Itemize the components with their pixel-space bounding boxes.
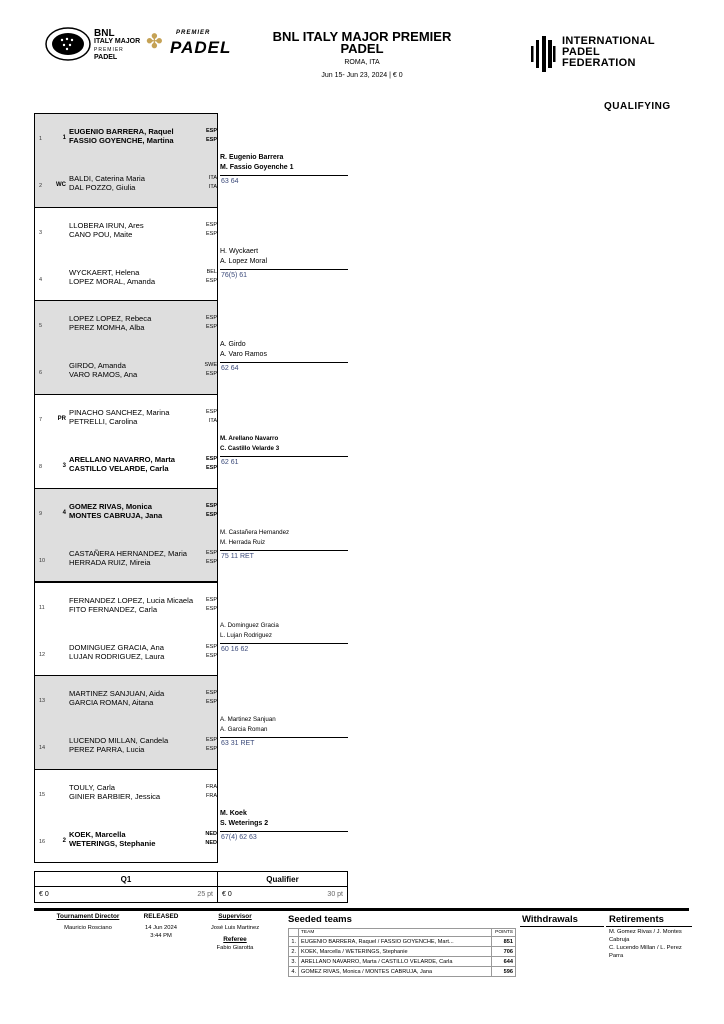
player-nationality: BEL [206,268,217,275]
seed-value: WC [56,182,66,188]
event-header [262,31,462,79]
winner-player: A. Varo Ramos [220,351,267,359]
draw-entry [35,219,219,249]
match-winner [220,621,348,644]
draw-position: 10 [39,557,46,564]
draw-position: 15 [39,791,46,798]
winner-player: A. Garcia Roman [220,726,268,734]
player-nationality: ESP [205,699,217,706]
draw-position: 4 [39,276,43,283]
round-points: 30 pt [327,891,343,898]
seed-value: PR [57,416,66,423]
released-info: RELEASED 14 Jun 2024 3:44 PM [143,913,179,939]
star-icon: ✤ [146,31,163,53]
player-nationality: ESP [205,502,217,509]
retirements-divider [606,926,692,927]
player-name: ARELLANO NAVARRO, Marta [69,455,176,465]
player-nationality: ESP [205,371,217,378]
player-nationality: FRA [206,792,217,799]
seed-value: 2 [62,837,66,844]
seeded-team-name: KOEK, Marcella / WETERINGS, Stephanie [299,947,492,957]
player-name: TOULY, Carla [69,782,116,792]
match-block [34,394,218,489]
draw-entry [35,406,219,436]
supervisor-info: Supervisor José Luis Martinez Referee Fabio Giarotta [210,913,260,951]
match-winner [220,528,348,551]
seeded-teams-title: Seeded teams [288,914,352,925]
draw-position: 14 [39,745,46,752]
retirements-title: Retirements [609,914,664,925]
match-winner [220,247,348,270]
match-block [34,113,218,208]
player-name: FERNANDEZ LOPEZ, Lucia Micaela [69,595,194,605]
retirement-item: M. Gomez Rivas / J. Montes Cabruja [609,929,682,943]
player-name: GIRDO, Amanda [69,361,126,371]
match-winner [220,715,348,738]
draw-type-label: QUALIFYING [604,101,671,112]
draw-entry [35,547,219,577]
winner-player: A. Dominguez Gracia [220,622,279,630]
player-nationality: ESP [205,465,217,472]
draw-position: 13 [39,698,46,705]
match-block [34,488,218,583]
player-name: LLOBERA IRUN, Ares [69,220,144,230]
match-winner [220,340,348,363]
bnl-logo [44,26,92,62]
draw-entry [35,359,219,389]
seeded-team-points: 851 [492,937,516,947]
player-nationality: ESP [205,605,217,612]
player-name: PINACHO SANCHEZ, Marina [69,408,170,418]
match-block [34,300,218,395]
player-nationality: ESP [205,652,217,659]
withdrawals-title: Withdrawals [522,914,578,925]
footer-divider [34,908,689,911]
draw-entry [35,266,219,296]
match-block [34,207,218,302]
player-name: PEREZ PARRA, Lucia [69,745,145,755]
winner-player: M. Herrada Ruiz [220,538,266,546]
match-winner [220,809,348,832]
player-nationality: SWE [204,362,217,369]
winner-player: A. Martinez Sanjuan [220,716,276,724]
player-nationality: ESP [205,746,217,753]
seed-number: 1. [289,937,299,947]
player-name: BALDI, Caterina Maria [69,174,145,183]
player-nationality: ESP [205,456,217,463]
player-nationality: ESP [205,511,217,518]
draw-entry [35,312,219,342]
draw-entry [35,172,219,202]
player-nationality: ESP [205,737,217,744]
winner-player: C. Castillo Velarde 3 [220,444,280,452]
player-nationality: ITA [208,418,217,425]
player-name: DOMINGUEZ GRACIA, Ana [69,642,164,652]
player-nationality: ESP [205,324,217,331]
winner-player: L. Lujan Rodriguez [220,632,272,640]
match-score: 62 61 [221,458,239,466]
seed-number: 3. [289,957,299,967]
player-nationality: ESP [205,315,217,322]
player-name: CANO POU, Maite [69,229,133,239]
tournament-director: Tournament Director Mauricio Rosciano [56,913,120,931]
player-nationality: ESP [205,221,217,228]
match-block [34,582,218,677]
player-nationality: NED [205,839,217,846]
seeded-team-points: 706 [492,947,516,957]
bnl-logo-text: BNL ITALY MAJOR PREMIER PADEL [94,28,141,61]
event-title: BNL ITALY MAJOR PREMIER PADEL [272,29,452,56]
player-name: KOEK, Marcella [69,829,126,839]
round-label: Qualifier [218,872,347,887]
seeded-teams-table: TEAM POINTS 1. EUGENIO BARRERA, Raquel / FASSIO GOYENCHE, Mart... 851 2. KOEK, Marcella / WETERINGS, Stephanie 706 3. ARELLANO NAVARRO, Marta / CASTILLO VELARDE, Carla 644 4. GOMEZ RIVAS, Monica / MONTES CABRUJA, Jana 596 [288,928,516,977]
draw-entry [35,781,219,811]
retirements-list [609,928,689,960]
seeded-team-row [289,967,516,977]
player-nationality: ITA [208,175,217,181]
draw-position: 11 [39,604,45,611]
player-name: LOPEZ LOPEZ, Rebeca [69,314,152,324]
player-name: CASTAÑERA HERNANDEZ, Maria [69,548,188,558]
winner-player: A. Lopez Moral [220,257,268,265]
player-name: PEREZ MOMHA, Alba [69,323,145,333]
winner-player: M. Arellano Navarro [220,434,279,442]
winner-player: H. Wyckaert [220,247,259,255]
player-nationality: NED [205,830,217,837]
player-name: FITO FERNANDEZ, Carla [69,604,158,614]
player-nationality: ESP [205,128,217,134]
winner-player: M. Fassio Goyenche 1 [220,163,294,171]
match-block [34,675,218,770]
draw-entry [35,687,219,717]
draw-position: 6 [39,370,43,377]
player-nationality: ESP [205,277,217,284]
player-name: GINIER BARBIER, Jessica [69,791,161,801]
winner-player: A. Girdo [220,341,246,349]
player-nationality: FRA [206,783,217,790]
fip-logo: INTERNATIONAL PADEL FEDERATION [528,34,668,74]
player-name: LOPEZ MORAL, Amanda [69,276,156,286]
seeded-team-name: EUGENIO BARRERA, Raquel / FASSIO GOYENCHE, Mart... [299,937,492,947]
round-prize: € 0 [222,891,232,898]
seeded-team-name: GOMEZ RIVAS, Monica / MONTES CABRUJA, Jana [299,967,492,977]
fip-mark-icon [528,34,556,74]
match-score: 76(5) 61 [221,271,248,279]
player-nationality: ESP [205,137,217,143]
round-label: Q1 [35,872,217,887]
draw-entry [35,500,219,530]
seed-number: 2. [289,947,299,957]
seeded-team-row [289,947,516,957]
seeded-team-name: ARELLANO NAVARRO, Marta / CASTILLO VELARDE, Carla [299,957,492,967]
player-name: HERRADA RUIZ, Mireia [69,557,151,567]
match-score: 75 11 RET [221,552,254,560]
draw-position: 8 [39,464,43,471]
player-nationality: ESP [205,230,217,237]
draw-position: 12 [39,651,46,658]
seed-value: 1 [62,135,66,141]
draw-position: 1 [39,136,43,142]
winner-player: M. Koek [220,809,247,817]
player-nationality: ESP [205,643,217,650]
seeded-team-row [289,937,516,947]
player-name: WYCKAERT, Helena [69,267,140,277]
player-name: FASSIO GOYENCHE, Martina [69,136,174,145]
retirement-item: C. Lucendo Millan / L. Perez Parra [609,945,682,959]
player-name: MARTINEZ SANJUAN, Aida [69,689,165,699]
round-prize: € 0 [39,891,49,898]
seed-value: 3 [62,463,66,470]
player-nationality: ITA [208,184,217,190]
withdrawals-divider [520,926,604,927]
match-score: 62 64 [221,365,239,373]
player-nationality: ESP [205,690,217,697]
draw-position: 3 [39,229,43,236]
winner-player: R. Eugenio Barrera [220,153,284,161]
draw-position: 16 [39,838,46,845]
winner-player: S. Weterings 2 [220,819,269,827]
draw-entry [35,828,219,858]
seed-value: 4 [62,509,66,516]
seeded-team-points: 596 [492,967,516,977]
round-q1-box [34,871,218,903]
draw-position: 2 [39,183,43,189]
match-score: 60 16 62 [221,646,249,654]
draw-entry [35,641,219,671]
draw-position: 5 [39,323,43,330]
seed-number: 4. [289,967,299,977]
match-score: 63 31 RET [221,740,255,748]
winner-player: M. Castañera Hernandez [220,528,290,536]
player-name: LUJAN RODRIGUEZ, Laura [69,651,165,661]
round-qualifier-box [218,871,348,903]
draw-position: 9 [39,510,43,517]
match-score: 67(4) 62 63 [221,833,257,841]
round-points: 25 pt [197,891,213,898]
player-name: GOMEZ RIVAS, Monica [69,501,152,511]
draw-position: 7 [39,417,43,424]
event-location: ROMA, ITA [344,59,380,66]
player-name: WETERINGS, Stephanie [69,838,156,848]
player-name: CASTILLO VELARDE, Carla [69,464,169,474]
player-nationality: ESP [205,596,217,603]
player-name: EUGENIO BARRERA, Raquel [69,127,174,136]
match-winner [220,153,348,176]
player-name: DAL POZZO, Giulia [69,183,136,192]
draw-entry [35,453,219,483]
player-nationality: ESP [205,409,217,416]
player-nationality: ESP [205,549,217,556]
match-winner [220,434,348,457]
premier-padel-logo: ✤ PREMIER PADEL [146,30,232,57]
match-block [34,769,218,863]
player-name: MONTES CABRUJA, Jana [69,510,163,520]
player-nationality: ESP [205,558,217,565]
draw-entry [35,594,219,624]
seeded-team-row [289,957,516,967]
player-name: PETRELLI, Carolina [69,417,138,427]
player-name: GARCIA ROMAN, Aitana [69,698,154,708]
seeded-team-points: 644 [492,957,516,967]
event-dates: Jun 15- Jun 23, 2024 | € 0 [321,72,403,79]
match-score: 63 64 [221,177,239,185]
draw-entry [35,734,219,764]
player-name: LUCENDO MILLAN, Candela [69,736,169,746]
player-name: VARO RAMOS, Ana [69,370,138,380]
draw-entry [35,125,219,155]
